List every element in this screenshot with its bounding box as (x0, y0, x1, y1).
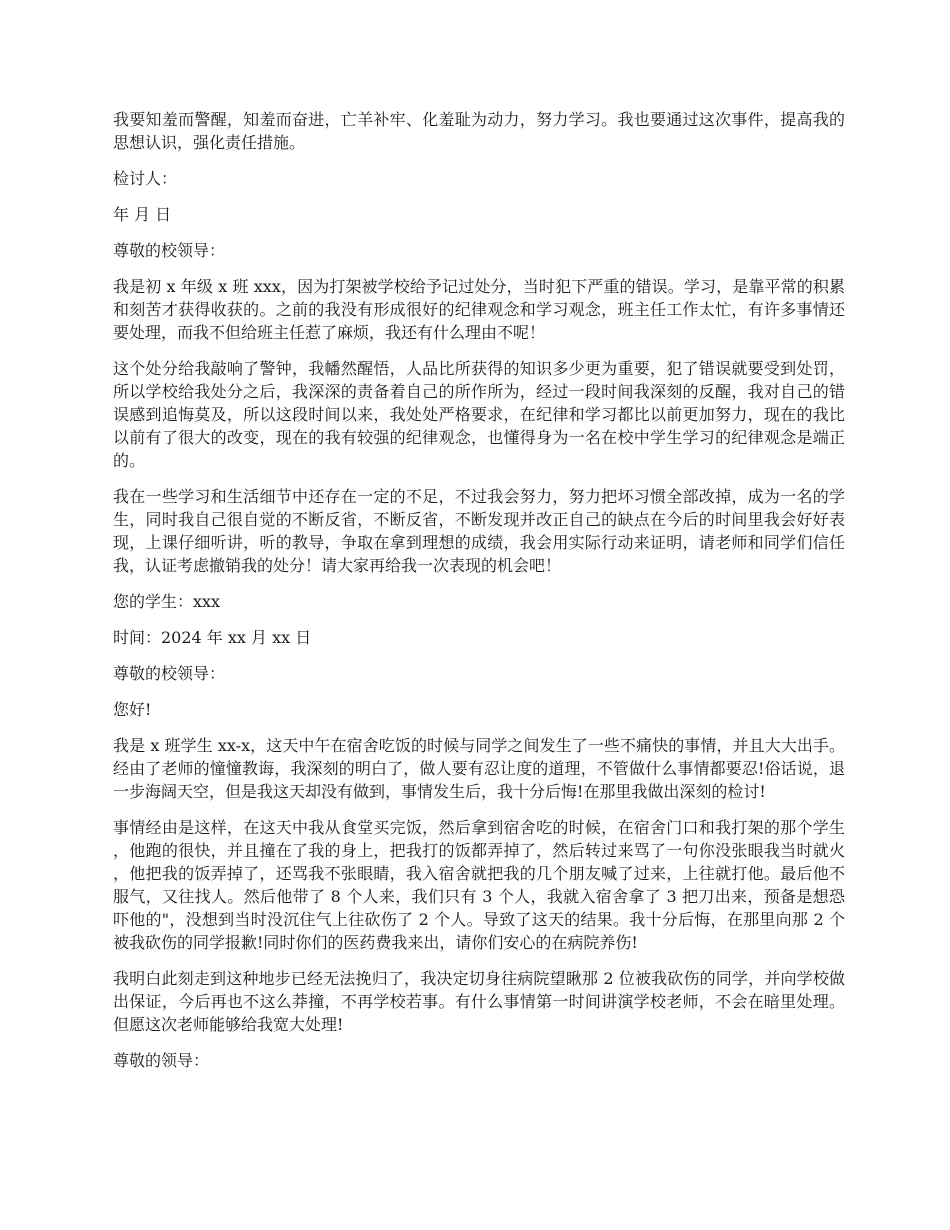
signature-label: 检讨人： (113, 169, 178, 188)
paragraph-reflection: 这个处分给我敲响了警钟，我幡然醒悟，人品比所获得的知识多少更为重要，犯了错误就要受到处罚，所以学校给我处分之后，我深深的责备着自己的所作所为，经过一段时间我深刻的反醒，我对自己的错误感到追悔莫及，所以这段时间以来，我处处严格要求，在纪律和学习都比以前更加努力，现在的我比以前有了很大的改变，现在的我有较强的纪律观念，也懂得身为一名在校中学生学习的纪律观念是端正的。 (113, 359, 845, 470)
paragraph-promise: 我明白此刻走到这种地步已经无法挽归了，我决定切身往病院望瞅那 2 位被我砍伤的同学，并向学校做出保证，今后再也不这么莽撞，不再学校若事。有什么事情第一时间讲演学校老师，不会在暗里处理。但愿这次老师能够给我宽大处理! (113, 969, 845, 1034)
paragraph-incident-summary: 我是 x 班学生 xx-x，这天中午在宿舍吃饭的时候与同学之间发生了一些不痛快的事情，并且大大出手。经由了老师的憧憧教诲，我深刻的明白了，做人要有忍让度的道理，不管做什么事情都要忍!俗话说，退一步海阔天空，但是我这天却没有做到，事情发生后，我十分后悔!在那里我做出深刻的检讨! (113, 736, 845, 801)
paragraph-commitment: 我在一些学习和生活细节中还存在一定的不足，不过我会努力，努力把坏习惯全部改掉，成为一名的学生，同时我自己很自觉的不断反省，不断反省，不断发现并改正自己的缺点在今后的时间里我会好好表现，上课仔细听讲，听的教导，争取在拿到理想的成绩，我会用实际行动来证明，请老师和同学们信任我，认证考虑撤销我的处分！请大家再给我一次表现的机会吧！ (113, 487, 845, 575)
salutation: 尊敬的领导： (113, 1051, 210, 1070)
student-signature: 您的学生：xxx (113, 592, 221, 611)
greeting: 您好! (113, 700, 152, 719)
salutation: 尊敬的校领导： (113, 241, 226, 260)
paragraph-introduction: 我是初 x 年级 x 班 xxx，因为打架被学校给予记过处分，当时犯下严重的错误。学习，是靠平常的积累和刻苦才获得收获的。之前的我没有形成很好的纪律观念和学习观念，班主任工作太忙，有许多事情还要处理，而我不但给班主任惹了麻烦，我还有什么理由不呢！ (113, 277, 845, 342)
document-body (113, 108, 845, 1085)
date-line: 时间：2024 年 xx 月 xx 日 (113, 628, 312, 647)
salutation: 尊敬的校领导： (113, 664, 226, 683)
date-placeholder: 年 月 日 (113, 205, 172, 224)
paragraph-resolve: 我要知羞而警醒，知羞而奋进，亡羊补牢、化羞耻为动力，努力学习。我也要通过这次事件，提高我的思想认识，强化责任措施。 (113, 110, 845, 152)
paragraph-incident-details: 事情经由是这样，在这天中我从食堂买完饭，然后拿到宿舍吃的时候，在宿舍门口和我打架的那个学生，他跑的很快，并且撞在了我的身上，把我打的饭都弄掉了，然后转过来骂了一句你没张眼我当时就火，他把我的饭弄掉了，还骂我不张眼睛，我入宿舍就把我的几个朋友喊了过来，上往就打他。最后他不服气，又往找人。然后他带了 8 个人来，我们只有 3 个人，我就入宿舍拿了 3 把刀出来，预备是想恐吓他的"，没想到当时没沉住气上往砍伤了 2 个人。导致了这天的结果。我十分后悔，在那里向那 2 个被我砍伤的同学报歉!同时你们的医药费我来出，请你们安心的在病院养伤! (113, 818, 845, 952)
